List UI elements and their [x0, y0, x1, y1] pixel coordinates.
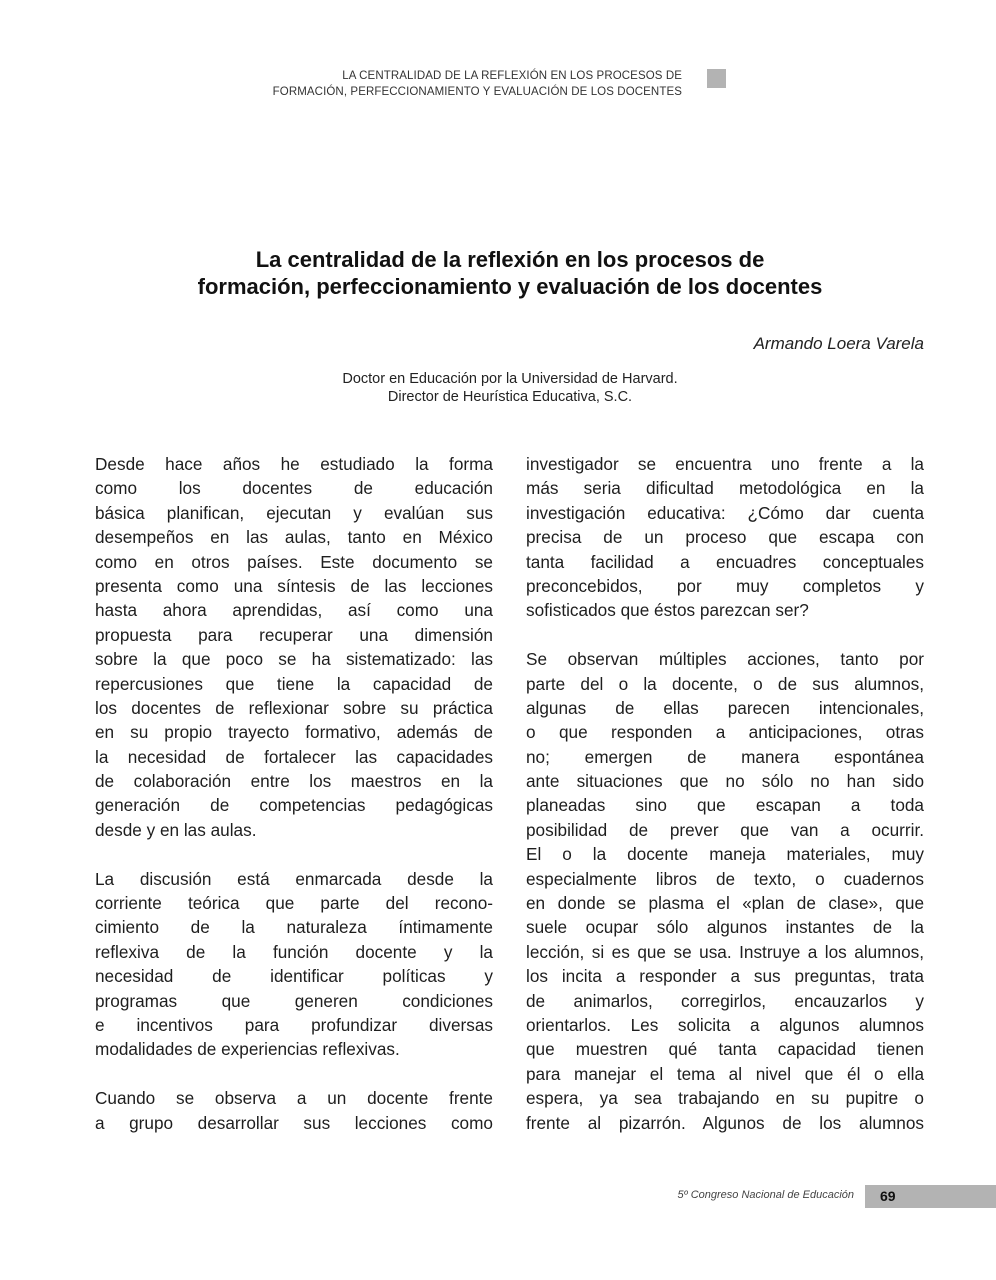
running-header	[222, 68, 682, 100]
text-line: sofisticados que éstos parezcan ser?	[526, 600, 809, 621]
footer-conference-name: 5º Congreso Nacional de Educación	[677, 1189, 854, 1201]
title-line-1: La centralidad de la reflexión en los procesos de	[255, 247, 765, 272]
text-line: ante situaciones que no sólo no han sido	[526, 771, 924, 792]
text-line: El o la docente maneja materiales, muy	[526, 844, 924, 865]
right-paragraph-1	[526, 452, 924, 623]
text-line: repercusiones que tiene la capacidad de	[95, 673, 493, 694]
left-paragraph-3	[95, 1086, 493, 1135]
text-line: preconcebidos, por muy completos y	[526, 575, 924, 596]
text-line: los docentes de reflexionar sobre su práctica	[95, 697, 493, 718]
text-line: desempeños en las aulas, tanto en México	[95, 527, 493, 548]
text-line: los incita a responder a sus preguntas, trata	[526, 966, 924, 987]
text-line: planeadas sino que escapan a toda	[526, 795, 924, 816]
text-line: parte del o la docente, o de sus alumnos,	[526, 673, 924, 694]
text-line: investigación educativa: ¿Cómo dar cuenta	[526, 502, 924, 523]
text-line: especialmente libros de texto, o cuadernos	[526, 868, 924, 889]
text-line: propuesta para recuperar una dimensión	[95, 624, 493, 645]
text-line: que muestren qué tanta capacidad tienen	[526, 1039, 924, 1060]
text-line: suele ocupar sólo algunos instantes de la	[526, 917, 924, 938]
header-decoration-square	[707, 69, 726, 88]
running-header-line-1: LA CENTRALIDAD DE LA REFLEXIÓN EN LOS PROCESOS DE	[342, 70, 682, 82]
text-line: la necesidad de fortalecer las capacidades	[95, 746, 493, 767]
affiliation-line-1: Doctor en Educación por la Universidad de Harvard.	[342, 371, 678, 387]
text-line: corriente teórica que parte del recono-	[95, 893, 493, 914]
text-line: Desde hace años he estudiado la forma	[95, 454, 493, 474]
text-line: básica planifican, ejecutan y evalúan sus	[95, 502, 493, 523]
text-line: de animarlos, corregirlos, encauzarlos y	[526, 990, 924, 1011]
text-line: más seria dificultad metodológica en la	[526, 478, 924, 499]
text-line: posibilidad de prever que van a ocurrir.	[526, 819, 924, 840]
text-line: sobre la que poco se ha sistematizado: las	[95, 649, 493, 670]
left-paragraph-1	[95, 452, 493, 842]
text-line: frente al pizarrón. Algunos de los alumnos	[526, 1112, 924, 1133]
text-line: e incentivos para profundizar diversas	[95, 1014, 493, 1035]
left-paragraph-2	[95, 867, 493, 1062]
text-line: cimiento de la naturaleza íntimamente	[95, 917, 493, 938]
text-line: para manejar el tema al nivel que él o ella	[526, 1063, 924, 1084]
text-line: algunas de ellas parecen intencionales,	[526, 697, 924, 718]
text-line: como los docentes de educación	[95, 478, 493, 499]
text-line: precisa de un proceso que escapa con	[526, 527, 924, 548]
text-line: espera, ya sea trabajando en su pupitre o	[526, 1088, 924, 1109]
text-line: no; emergen de manera espontánea	[526, 746, 924, 767]
affiliation-line-2: Director de Heurística Educativa, S.C.	[387, 389, 633, 405]
text-line: de colaboración entre los maestros en la	[95, 771, 493, 792]
text-line: como en otros países. Este documento se	[95, 551, 493, 572]
text-line: necesidad de identificar políticas y	[95, 966, 493, 987]
text-line: a grupo desarrollar sus lecciones como	[95, 1112, 493, 1133]
text-line: presenta como una síntesis de las lecciones	[95, 575, 493, 596]
text-line: en donde se plasma el «plan de clase», que	[526, 893, 924, 914]
text-line: investigador se encuentra uno frente a la	[526, 454, 924, 474]
left-column	[95, 452, 493, 1159]
title-line-2: formación, perfeccionamiento y evaluación de los docentes	[197, 274, 823, 299]
text-line: modalidades de experiencias reflexivas.	[95, 1039, 400, 1060]
text-line: tanta facilidad a encuadres conceptuales	[526, 551, 924, 572]
text-line: desde y en las aulas.	[95, 819, 257, 840]
author-name: Armando Loera Varela	[753, 334, 924, 353]
text-line: hasta ahora aprendidas, así como una	[95, 600, 493, 621]
text-line: La discusión está enmarcada desde la	[95, 868, 493, 889]
text-line: o que responden a anticipaciones, otras	[526, 722, 924, 743]
right-paragraph-2	[526, 647, 924, 1135]
text-line: en su propio trayecto formativo, además de	[95, 722, 493, 743]
text-line: Se observan múltiples acciones, tanto por	[526, 649, 924, 670]
text-line: Cuando se observa a un docente frente	[95, 1088, 493, 1109]
right-column	[526, 452, 924, 1159]
text-line: generación de competencias pedagógicas	[95, 795, 493, 816]
page-number: 69	[880, 1188, 896, 1204]
author-affiliation	[260, 370, 760, 406]
text-line: orientarlos. Les solicita a algunos alumnos	[526, 1014, 924, 1035]
running-header-line-2: FORMACIÓN, PERFECCIONAMIENTO Y EVALUACIÓN DE LOS DOCENTES	[272, 86, 682, 98]
article-title	[60, 246, 960, 300]
text-line: programas que generen condiciones	[95, 990, 493, 1011]
text-line: lección, si es que se usa. Instruye a los alumnos,	[526, 941, 924, 962]
text-line: reflexiva de la función docente y la	[95, 941, 493, 962]
